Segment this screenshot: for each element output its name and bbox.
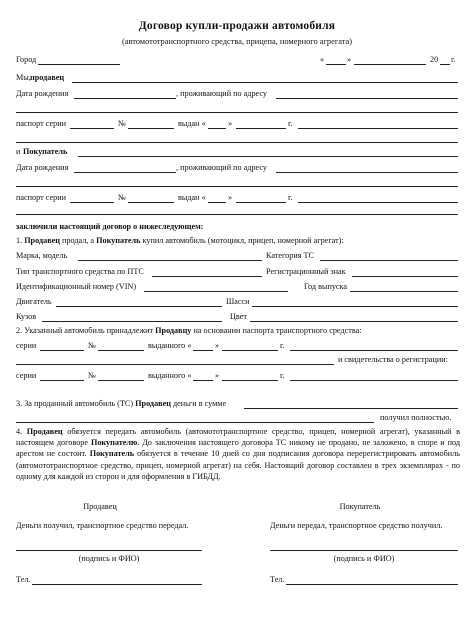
category-label: Категория ТС	[266, 251, 314, 260]
pts-no-field[interactable]	[98, 350, 144, 351]
we-label: Мы,	[16, 73, 31, 82]
pts-issued-by-field-1[interactable]	[290, 350, 458, 351]
document-title: Договор купли-продажи автомобиля	[138, 20, 336, 32]
pts-issued-by-field-2[interactable]	[16, 364, 334, 365]
buyer-label: Покупатель	[23, 147, 68, 156]
body-label: Кузов	[16, 312, 37, 321]
year-suffix: г.	[451, 55, 456, 64]
buyer-phone-field[interactable]	[286, 584, 458, 585]
cert-issued-year-suffix: г.	[280, 371, 285, 380]
color-field[interactable]	[250, 321, 458, 322]
pts-issued-year-suffix: г.	[280, 341, 285, 350]
clause-1-seller: Продавец	[24, 236, 60, 245]
clause-1	[16, 237, 344, 245]
color-label: Цвет	[230, 312, 247, 321]
buyer-signature-field[interactable]	[270, 550, 458, 551]
clause-3-seller: Продавец	[135, 399, 171, 408]
clause-4-num: 4.	[16, 427, 23, 436]
clause-4-buyer-1: Покупателю	[90, 438, 138, 448]
chassis-field[interactable]	[252, 306, 458, 307]
body-field[interactable]	[42, 321, 222, 322]
clause-3-text-b: деньги в сумме	[173, 399, 227, 408]
cert-issued-close: »	[215, 371, 220, 380]
city-field[interactable]	[38, 64, 120, 65]
seller-issued-day-field[interactable]	[208, 128, 226, 129]
date-month-field[interactable]	[354, 64, 426, 65]
seller-name-field[interactable]	[72, 82, 458, 83]
buyer-name-field[interactable]	[78, 156, 458, 157]
clause-4	[16, 426, 460, 482]
buyer-statement: Деньги передал, транспортное средство получил.	[270, 521, 443, 530]
concluded-heading: заключили настоящий договор о нижеследующем:	[16, 222, 204, 231]
buyer-issued-day-field[interactable]	[208, 202, 226, 203]
seller-birth-label: Дата рождения	[16, 89, 69, 98]
cert-no-field[interactable]	[98, 380, 144, 381]
buyer-passport-series-label: паспорт серии	[16, 193, 66, 202]
seller-sign-hint: (подпись и ФИО)	[78, 554, 140, 563]
clause-2-text-b: на основании паспорта транспортного средства:	[193, 326, 362, 335]
pts-type-field[interactable]	[152, 276, 262, 277]
buyer-issued-by-field-1[interactable]	[298, 202, 458, 203]
received-label: получил полностью.	[380, 413, 452, 422]
seller-issued-label: выдан «	[178, 119, 206, 128]
seller-passport-series-field[interactable]	[70, 128, 114, 129]
and-label: и	[16, 147, 21, 156]
buyer-sign-hint: (подпись и ФИО)	[333, 554, 395, 563]
clause-3-text-a: 3. За проданный автомобиль (ТС)	[16, 399, 134, 408]
reg-sign-label: Регистрационный знак	[266, 267, 346, 276]
buyer-birth-label: Дата рождения	[16, 163, 69, 172]
year-field[interactable]	[350, 291, 458, 292]
price-field-2[interactable]	[16, 422, 374, 423]
seller-residence-label: , проживающий по адресу	[176, 89, 267, 98]
buyer-address-field-1[interactable]	[276, 172, 458, 173]
seller-passport-series-label: паспорт серии	[16, 119, 66, 128]
reg-sign-field[interactable]	[352, 276, 458, 277]
clause-1-rest: купил автомобиль (мотоцикл, прицеп, номерной агрегат):	[142, 236, 344, 245]
price-field-1[interactable]	[244, 408, 458, 409]
seller-issued-year-suffix: г.	[288, 119, 293, 128]
cert-no-label: №	[88, 371, 96, 380]
pts-issued-label: выданного «	[148, 341, 192, 350]
seller-address-field-1[interactable]	[276, 98, 458, 99]
reg-cert-label: и свидетельства о регистрации:	[338, 355, 448, 364]
pts-type-label: Тип транспортного средства по ПТС	[16, 267, 144, 276]
seller-phone-field[interactable]	[32, 584, 202, 585]
seller-statement: Деньги получил, транспортное средство передал.	[16, 521, 189, 530]
seller-passport-no-field[interactable]	[128, 128, 174, 129]
seller-signature-heading: Продавец	[83, 502, 117, 511]
date-close-quote: »	[347, 55, 352, 64]
cert-series-field[interactable]	[40, 380, 84, 381]
buyer-issued-close: »	[228, 193, 233, 202]
buyer-issued-year-suffix: г.	[288, 193, 293, 202]
vin-label: Идентификационный номер (VIN)	[16, 282, 137, 291]
buyer-birth-field[interactable]	[74, 172, 176, 173]
buyer-issued-by-field-2[interactable]	[16, 214, 458, 215]
seller-passport-no-label: №	[118, 119, 126, 128]
engine-label: Двигатель	[16, 297, 52, 306]
date-day-field[interactable]	[326, 64, 346, 65]
pts-issued-close: »	[215, 341, 220, 350]
clause-1-num: 1.	[16, 236, 23, 245]
year-prefix: 20	[430, 55, 439, 64]
clause-2	[16, 327, 362, 335]
clause-4-buyer-2: Покупатель	[89, 449, 135, 459]
cert-issued-by-field[interactable]	[290, 380, 458, 381]
buyer-address-field-2[interactable]	[16, 186, 458, 187]
buyer-issued-month-field[interactable]	[236, 202, 286, 203]
clause-4-text-a: обязуется передать автомобиль (автомототранспортное средство, прицеп, номерной агрегат), указанный в настоящем договоре	[16, 427, 461, 448]
city-label: Город	[16, 55, 37, 64]
clause-3	[16, 400, 226, 408]
pts-issued-month-field[interactable]	[222, 350, 278, 351]
seller-phone-label: Тел.	[16, 575, 31, 584]
make-model-field[interactable]	[78, 260, 262, 261]
clause-2-seller: Продавцу	[155, 326, 192, 335]
seller-issued-month-field[interactable]	[236, 128, 286, 129]
document-subtitle: (автомототранспортного средства, прицепа, номерного агрегата)	[121, 37, 353, 46]
seller-issued-close: »	[228, 119, 233, 128]
category-field[interactable]	[320, 260, 458, 261]
cert-issued-day-field[interactable]	[193, 380, 213, 381]
clause-4-text-b: . До заключения настоящего договора ТС никому не продано, не заложено, в споре и под арестом не состоит.	[16, 438, 461, 459]
buyer-signature-heading: Покупатель	[339, 502, 381, 511]
buyer-passport-series-field[interactable]	[70, 202, 114, 203]
pts-issued-day-field[interactable]	[193, 350, 213, 351]
date-year-field[interactable]	[440, 64, 450, 65]
pts-series-label: серии	[16, 341, 37, 350]
seller-address-field-2[interactable]	[16, 112, 458, 113]
cert-issued-label: выданного «	[148, 371, 192, 380]
clause-1-mid: продал, а	[62, 236, 95, 245]
buyer-phone-label: Тел.	[270, 575, 285, 584]
seller-label: продавец	[30, 73, 65, 82]
clause-4-text-c: обязуется в течение 10 дней со дня подписания договора перерегистрировать автомобиль (автомототранспортное средство, прицеп, номерной агрегат) на себя. Настоящий договор составлен в трех экземплярах - по одному для каждой из сторон и для оформления в ГИБДД.	[16, 449, 461, 481]
buyer-passport-no-label: №	[118, 193, 126, 202]
date-open-quote: «	[320, 55, 325, 64]
seller-birth-field[interactable]	[74, 98, 176, 99]
cert-series-label: серии	[16, 371, 37, 380]
engine-field[interactable]	[56, 306, 222, 307]
seller-issued-by-field-1[interactable]	[298, 128, 458, 129]
buyer-residence-label: , проживающий по адресу	[176, 163, 267, 172]
clause-1-buyer: Покупатель	[96, 236, 141, 245]
clause-2-text-a: 2. Указанный автомобиль принадлежит	[16, 326, 154, 335]
buyer-passport-no-field[interactable]	[128, 202, 174, 203]
pts-no-label: №	[88, 341, 96, 350]
cert-issued-month-field[interactable]	[222, 380, 278, 381]
pts-series-field[interactable]	[40, 350, 84, 351]
vin-field[interactable]	[144, 291, 288, 292]
year-label: Год выпуска	[304, 282, 348, 291]
buyer-issued-label: выдан «	[178, 193, 206, 202]
make-model-label: Марка, модель	[16, 251, 68, 260]
seller-issued-by-field-2[interactable]	[16, 142, 458, 143]
clause-4-seller: Продавец	[26, 427, 63, 436]
seller-signature-field[interactable]	[16, 550, 202, 551]
chassis-label: Шасси	[226, 297, 250, 306]
